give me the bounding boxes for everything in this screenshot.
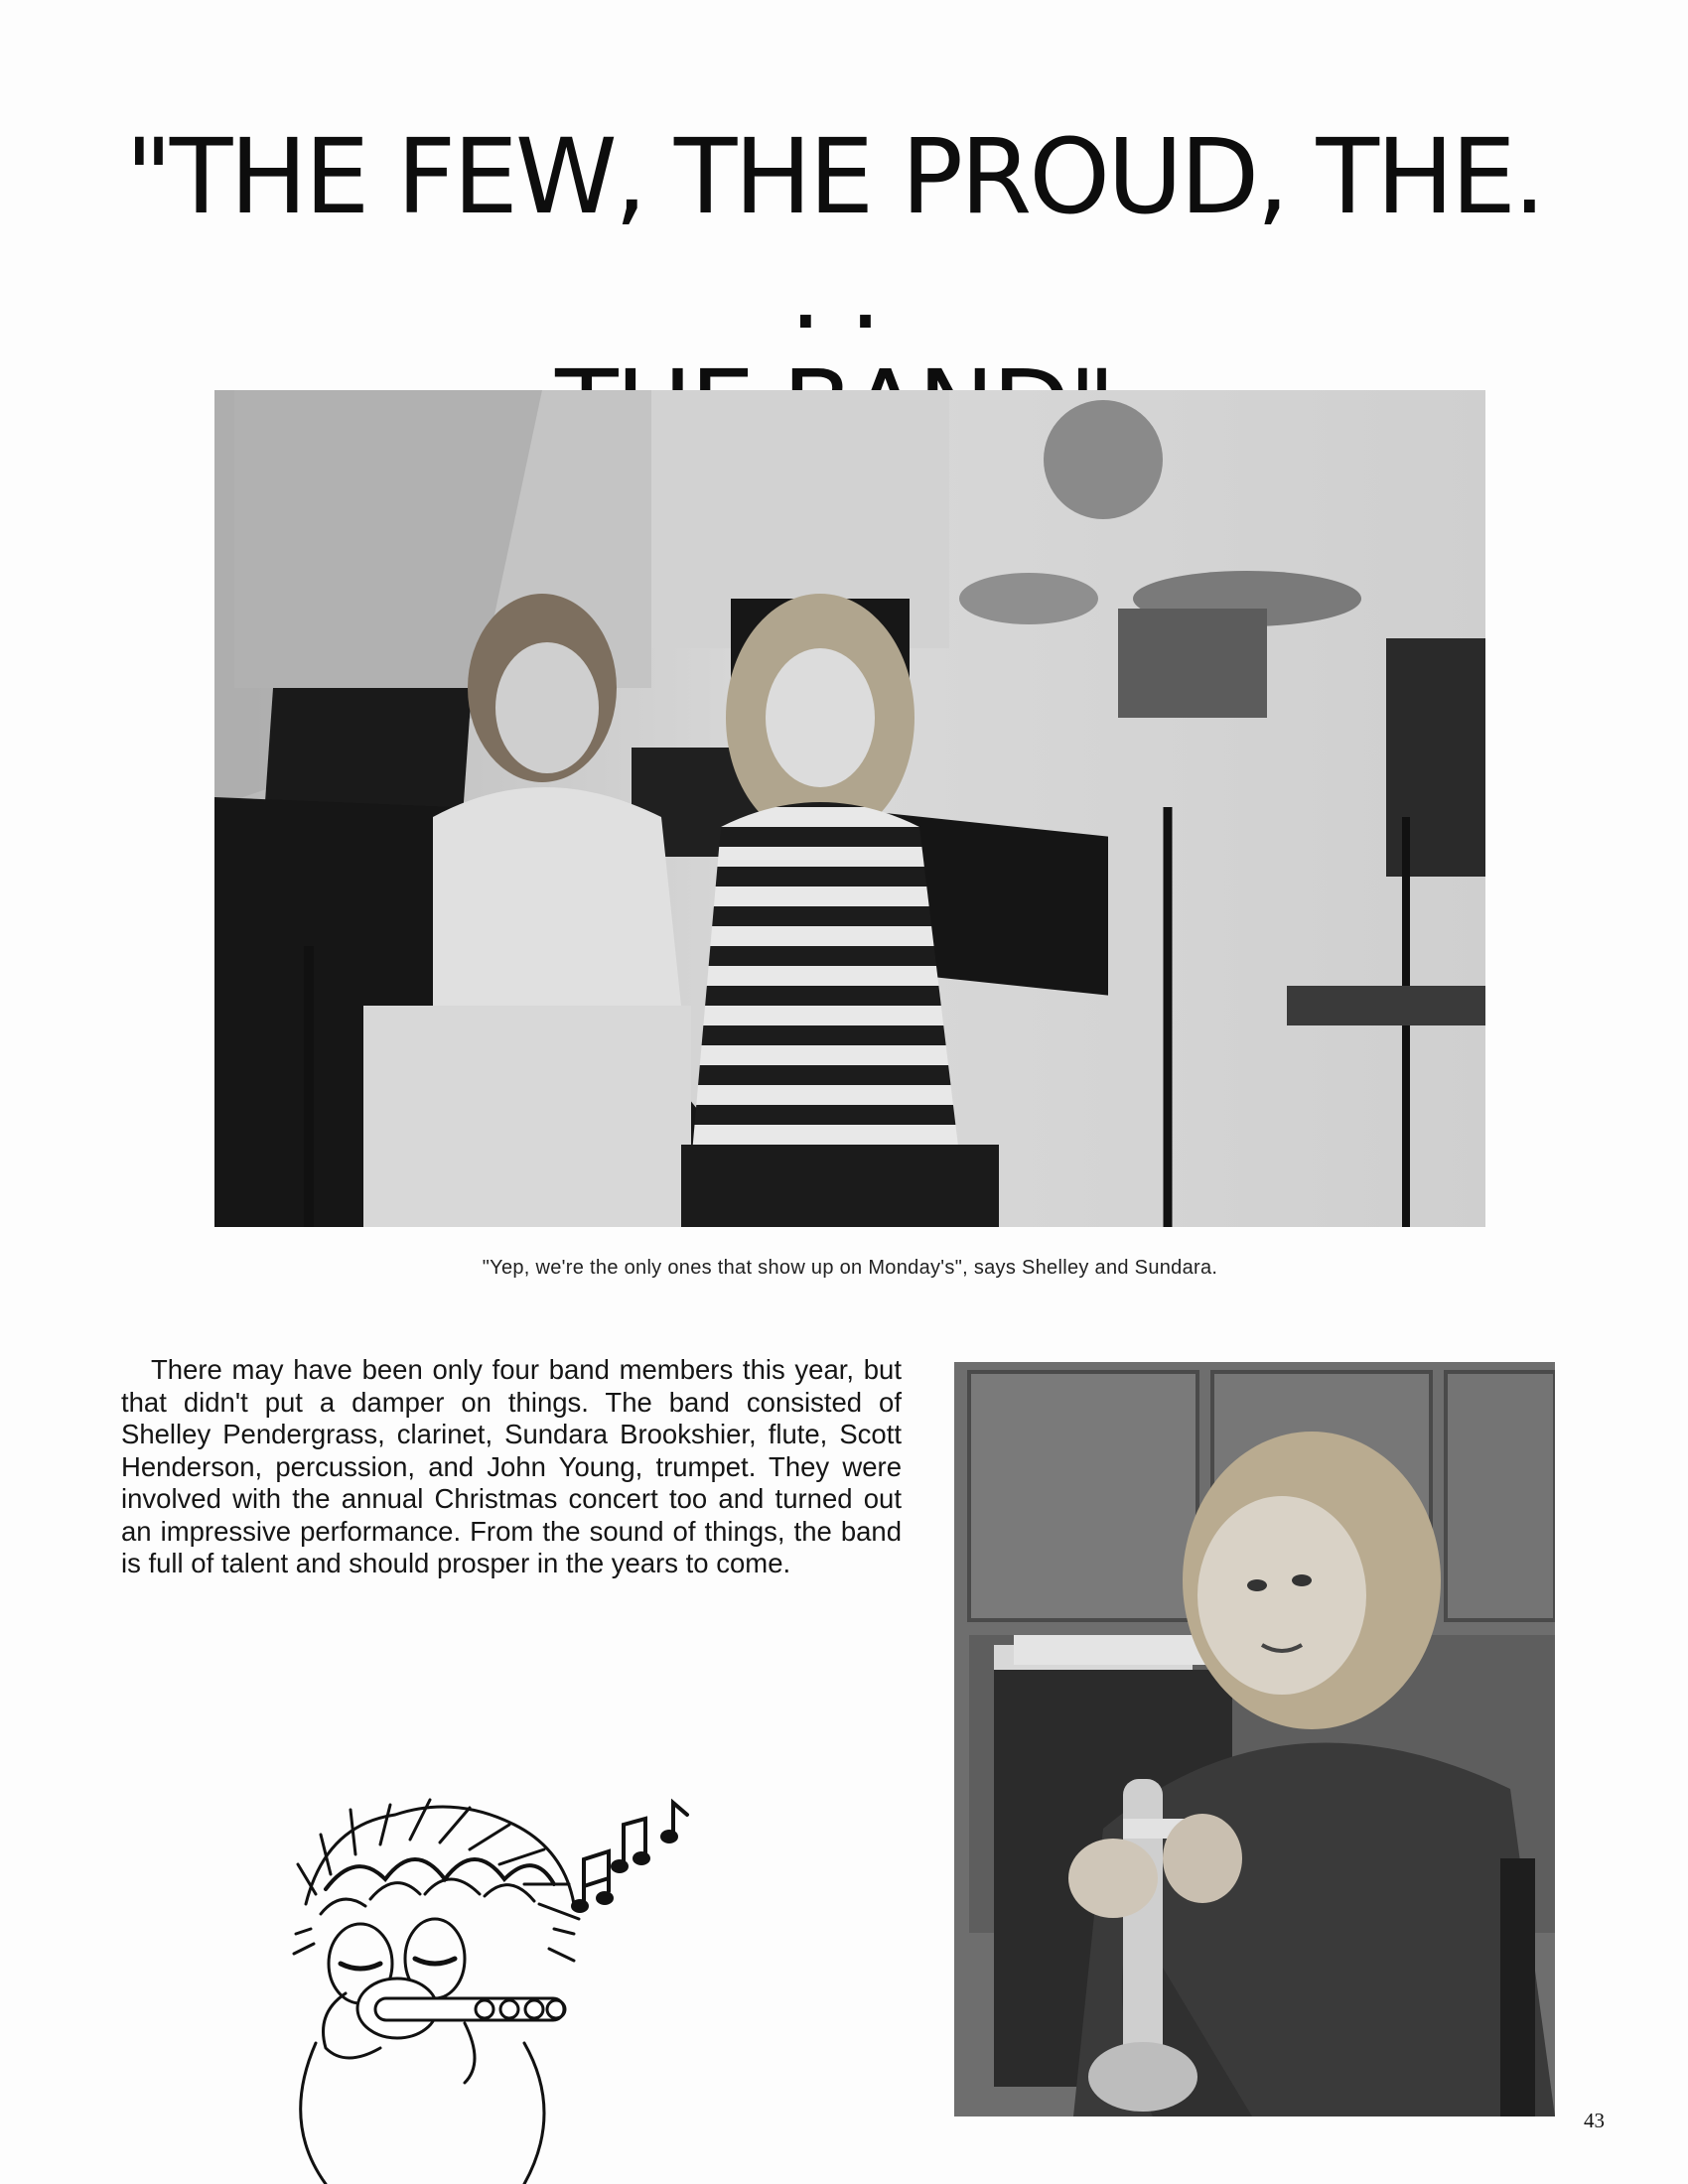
- music-notes-illustration: [573, 1803, 687, 1911]
- title-line-1: "THE FEW, THE PROUD, THE. . .: [125, 116, 1543, 353]
- article-paragraph: There may have been only four band members this year, but that didn't put a damper on things. The band consisted of Shelley Pendergrass, clarinet, Sundara Brookshier, flute, Scott Henderson, percussion, and John Young, trumpet. They were involved with the annual Christmas concert too and turned out an impressive performance. From the sound of things, the band is full of talent and should prosper in the years to come.: [121, 1354, 902, 1578]
- page-number: 43: [1584, 2109, 1605, 2132]
- band-rehearsal-photo: [214, 390, 1485, 1227]
- photo-caption: "Yep, we're the only ones that show up on Monday's", says Shelley and Sundara.: [482, 1257, 1218, 1279]
- flute-player-cartoon: [286, 1795, 743, 2184]
- band-rehearsal-image: [214, 390, 1485, 1227]
- trumpet-player-photo: [954, 1362, 1555, 2116]
- trumpet-player-image: [954, 1362, 1555, 2116]
